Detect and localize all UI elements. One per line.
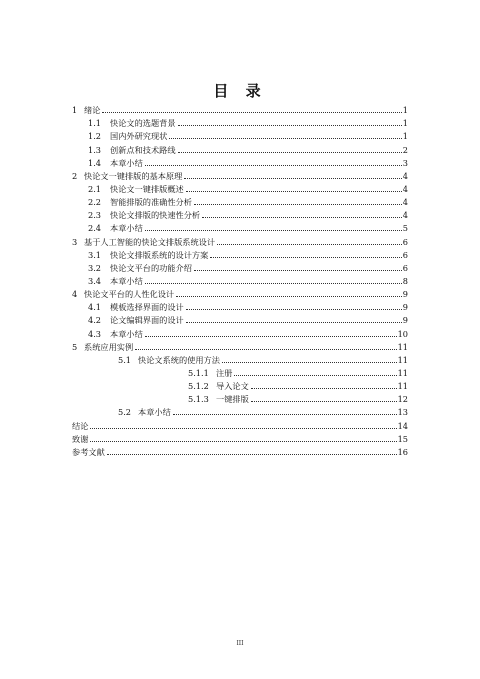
toc-entry-label: 结论 [72,420,89,431]
toc-entry[interactable] [72,325,408,338]
toc-entry-page: 13 [397,407,408,418]
toc-entry-page: 4 [402,210,408,221]
toc-entry-number: 1.4 [88,157,102,168]
toc-entry-label: 快论文一键排版概述 [110,183,184,194]
toc-entry-number: 5.1.2 [188,381,209,392]
toc-entry-label: 快论文平台的人性化设计 [84,289,175,300]
toc-entry-page: 16 [397,446,408,457]
toc-entry[interactable] [72,247,408,260]
toc-entry-label: 快论文系统的使用方法 [138,354,220,365]
toc-dot-leader [194,269,402,271]
toc-entry-page: 4 [402,170,408,181]
toc-entry-label: 快论文排版系统的设计方案 [110,249,209,260]
toc-entry[interactable] [72,352,408,365]
toc-entry[interactable] [72,365,408,378]
toc-entry-label: 本章小结 [138,407,171,418]
toc-entry[interactable] [72,260,408,273]
toc-entry-page: 9 [402,302,408,313]
toc-entry[interactable] [72,444,408,457]
toc-entry-number: 5 [72,341,78,352]
toc-entry-number: 2.1 [88,183,102,194]
toc-title: 目 录 [213,82,267,100]
toc-entry-number: 2.4 [88,223,102,234]
toc-entry-label: 国内外研究现状 [110,131,168,142]
toc-entry-label: 致谢 [72,433,89,444]
toc-entry-label: 参考文献 [72,446,105,457]
toc-entry-page: 9 [402,315,408,326]
toc-entry[interactable] [72,431,408,444]
toc-entry[interactable] [72,168,408,181]
table-of-contents [72,102,408,457]
toc-entry-page: 4 [402,183,408,194]
toc-entry-page: 1 [402,105,408,116]
toc-entry-label: 一键排版 [216,394,249,405]
toc-dot-leader [186,321,402,323]
toc-dot-leader [178,151,402,153]
toc-entry-label: 模板选择界面的设计 [110,302,184,313]
toc-entry-page: 8 [402,275,408,286]
toc-entry-number: 1.2 [88,131,102,142]
toc-entry-page: 11 [397,367,408,378]
toc-entry[interactable] [72,299,408,312]
toc-entry-number: 1.3 [88,144,102,155]
toc-entry[interactable] [72,207,408,220]
toc-entry-page: 4 [402,197,408,208]
toc-entry-label: 导入论文 [216,381,249,392]
toc-entry[interactable] [72,102,408,115]
toc-dot-leader [178,124,402,126]
toc-entry-label: 系统应用实例 [84,341,134,352]
toc-entry-page: 11 [397,381,408,392]
toc-entry[interactable] [72,391,408,404]
toc-entry-number: 4.2 [88,315,102,326]
toc-dot-leader [169,137,401,139]
toc-entry-page: 15 [397,433,408,444]
toc-entry-label: 基于人工智能的快论文排版系统设计 [84,236,216,247]
toc-entry-label: 快论文排版的快速性分析 [110,210,201,221]
toc-entry-number: 2.3 [88,210,102,221]
toc-entry[interactable] [72,220,408,233]
toc-dot-leader [135,348,396,350]
toc-entry-number: 5.2 [118,407,132,418]
toc-entry-number: 4 [72,289,78,300]
toc-entry-label: 快论文的选题背景 [110,118,176,129]
toc-entry-page: 10 [397,328,408,339]
toc-entry[interactable] [72,115,408,128]
toc-entry-number: 3 [72,236,78,247]
toc-dot-leader [90,440,396,442]
toc-entry-label: 本章小结 [110,223,143,234]
toc-entry-page: 11 [397,354,408,365]
toc-entry-page: 3 [402,157,408,168]
toc-entry-label: 注册 [216,367,233,378]
toc-entry-number: 4.3 [88,328,102,339]
toc-dot-leader [176,295,402,297]
toc-dot-leader [202,216,402,218]
toc-dot-leader [222,361,397,363]
toc-entry[interactable] [72,312,408,325]
toc-entry-label: 绪论 [84,105,101,116]
toc-dot-leader [251,400,397,402]
toc-entry-page: 1 [402,131,408,142]
toc-entry[interactable] [72,273,408,286]
toc-dot-leader [194,203,402,205]
toc-entry-page: 1 [402,118,408,129]
toc-entry-label: 本章小结 [110,328,143,339]
toc-entry-page: 9 [402,289,408,300]
toc-entry-number: 2 [72,170,78,181]
toc-dot-leader [90,427,396,429]
toc-entry[interactable] [72,194,408,207]
toc-dot-leader [217,243,402,245]
toc-entry[interactable] [72,417,408,430]
toc-entry-page: 6 [402,236,408,247]
toc-entry-number: 5.1 [118,354,132,365]
toc-entry-page: 14 [397,420,408,431]
toc-entry-label: 论文编辑界面的设计 [110,315,184,326]
toc-entry-number: 3.1 [88,249,102,260]
toc-dot-leader [186,190,402,192]
toc-dot-leader [102,111,401,113]
toc-entry[interactable] [72,286,408,299]
toc-entry[interactable] [72,141,408,154]
toc-dot-leader [186,308,402,310]
toc-dot-leader [145,164,402,166]
toc-dot-leader [251,387,397,389]
toc-entry-label: 创新点和技术路线 [110,144,176,155]
toc-entry-page: 5 [402,223,408,234]
toc-entry[interactable] [72,339,408,352]
toc-dot-leader [210,256,402,258]
toc-dot-leader [145,229,402,231]
toc-entry-page: 2 [402,144,408,155]
toc-entry-label: 本章小结 [110,157,143,168]
toc-entry[interactable] [72,378,408,391]
toc-entry-label: 快论文一键排版的基本原理 [84,170,183,181]
toc-dot-leader [234,374,396,376]
toc-entry-page: 6 [402,249,408,260]
toc-entry-label: 本章小结 [110,275,143,286]
toc-dot-leader [107,453,397,455]
toc-entry-page: 6 [402,262,408,273]
toc-entry-label: 快论文平台的功能介绍 [110,262,192,273]
toc-entry-number: 3.2 [88,262,102,273]
toc-entry[interactable] [72,181,408,194]
page-number: III [236,640,244,647]
toc-entry-number: 2.2 [88,197,102,208]
toc-dot-leader [173,413,397,415]
toc-entry-page: 12 [397,394,408,405]
toc-dot-leader [184,177,402,179]
toc-entry-number: 1.1 [88,118,102,129]
toc-entry-number: 5.1.1 [188,367,209,378]
toc-entry-number: 4.1 [88,302,102,313]
toc-entry[interactable] [72,404,408,417]
toc-entry-number: 1 [72,105,78,116]
toc-entry[interactable] [72,155,408,168]
toc-entry-number: 3.4 [88,275,102,286]
toc-entry-label: 智能排版的准确性分析 [110,197,192,208]
toc-dot-leader [145,282,402,284]
toc-entry[interactable] [72,128,408,141]
toc-dot-leader [145,335,397,337]
toc-entry-page: 11 [397,341,408,352]
toc-entry-number: 5.1.3 [188,394,209,405]
toc-entry[interactable] [72,233,408,246]
